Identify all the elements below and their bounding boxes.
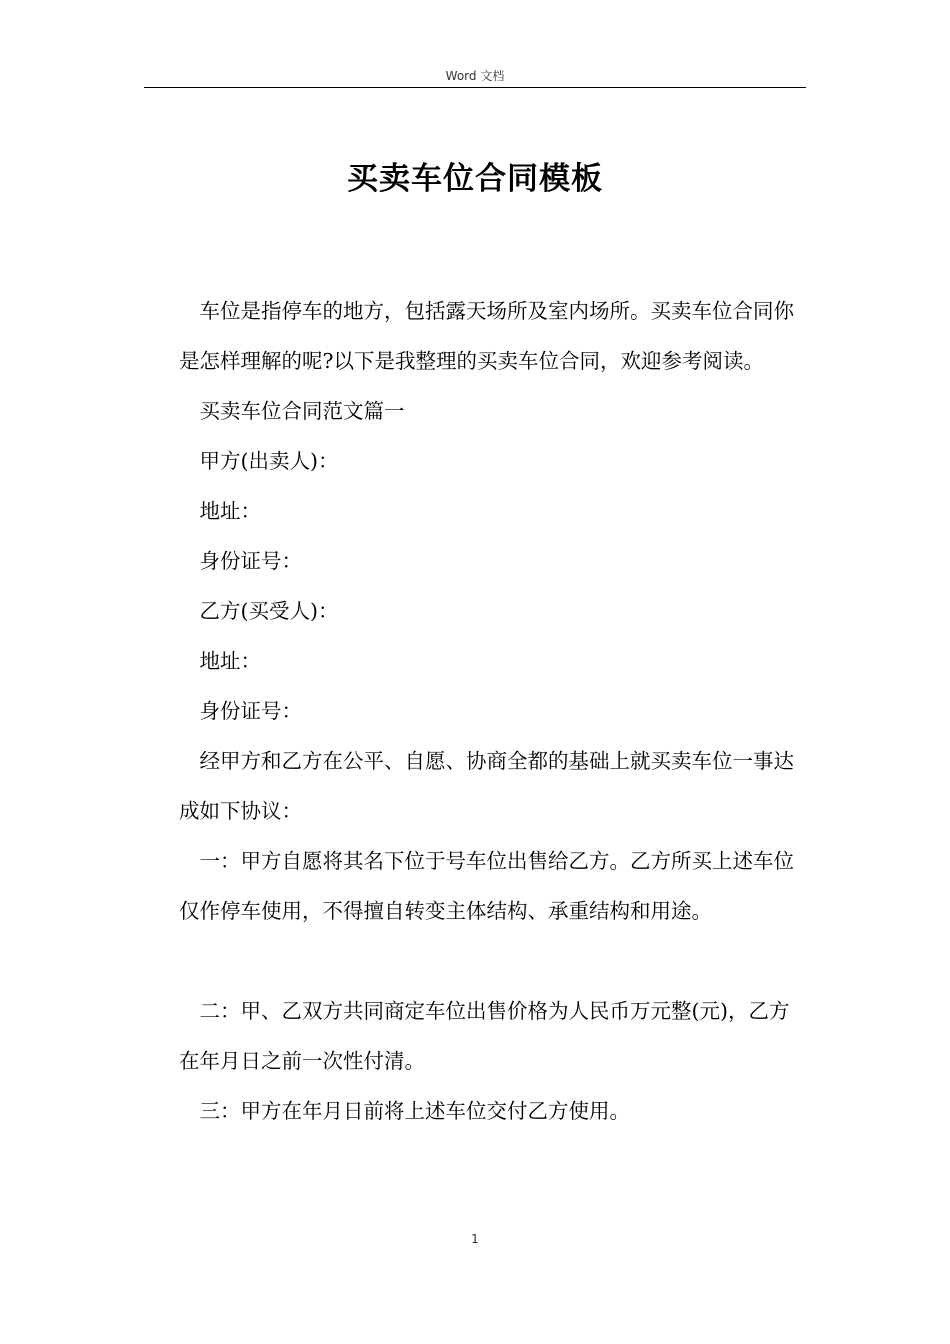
- clause-one: 一：甲方自愿将其名下位于号车位出售给乙方。乙方所买上述车位仅作停车使用，不得擅自转变主体结构、承重结构和用途。: [179, 849, 794, 923]
- header-divider: [144, 87, 806, 88]
- document-title: 买卖车位合同模板: [347, 161, 603, 197]
- party-a-id-line: 身份证号：: [199, 549, 302, 573]
- clause-two: 二：甲、乙双方共同商定车位出售价格为人民币万元整(元)，乙方在年月日之前一次性付清。: [179, 999, 790, 1073]
- party-a-address-line: 地址：: [199, 499, 261, 523]
- page-number: 1: [471, 1232, 479, 1246]
- party-b-id-line: 身份证号：: [199, 699, 302, 723]
- paragraph-spacer: [179, 936, 803, 986]
- section-heading: 买卖车位合同范文篇一: [199, 399, 405, 423]
- page-header-label: Word 文档: [445, 69, 505, 83]
- document-body: [179, 286, 803, 1136]
- agreement-preamble: 经甲方和乙方在公平、自愿、协商全都的基础上就买卖车位一事达成如下协议：: [179, 749, 794, 823]
- intro-paragraph: 车位是指停车的地方，包括露天场所及室内场所。买卖车位合同你是怎样理解的呢?以下是我整理的买卖车位合同，欢迎参考阅读。: [179, 299, 794, 373]
- party-b-line: 乙方(买受人)：: [199, 599, 339, 623]
- clause-three: 三：甲方在年月日前将上述车位交付乙方使用。: [199, 1099, 630, 1123]
- party-b-address-line: 地址：: [199, 649, 261, 673]
- party-a-line: 甲方(出卖人)：: [199, 449, 339, 473]
